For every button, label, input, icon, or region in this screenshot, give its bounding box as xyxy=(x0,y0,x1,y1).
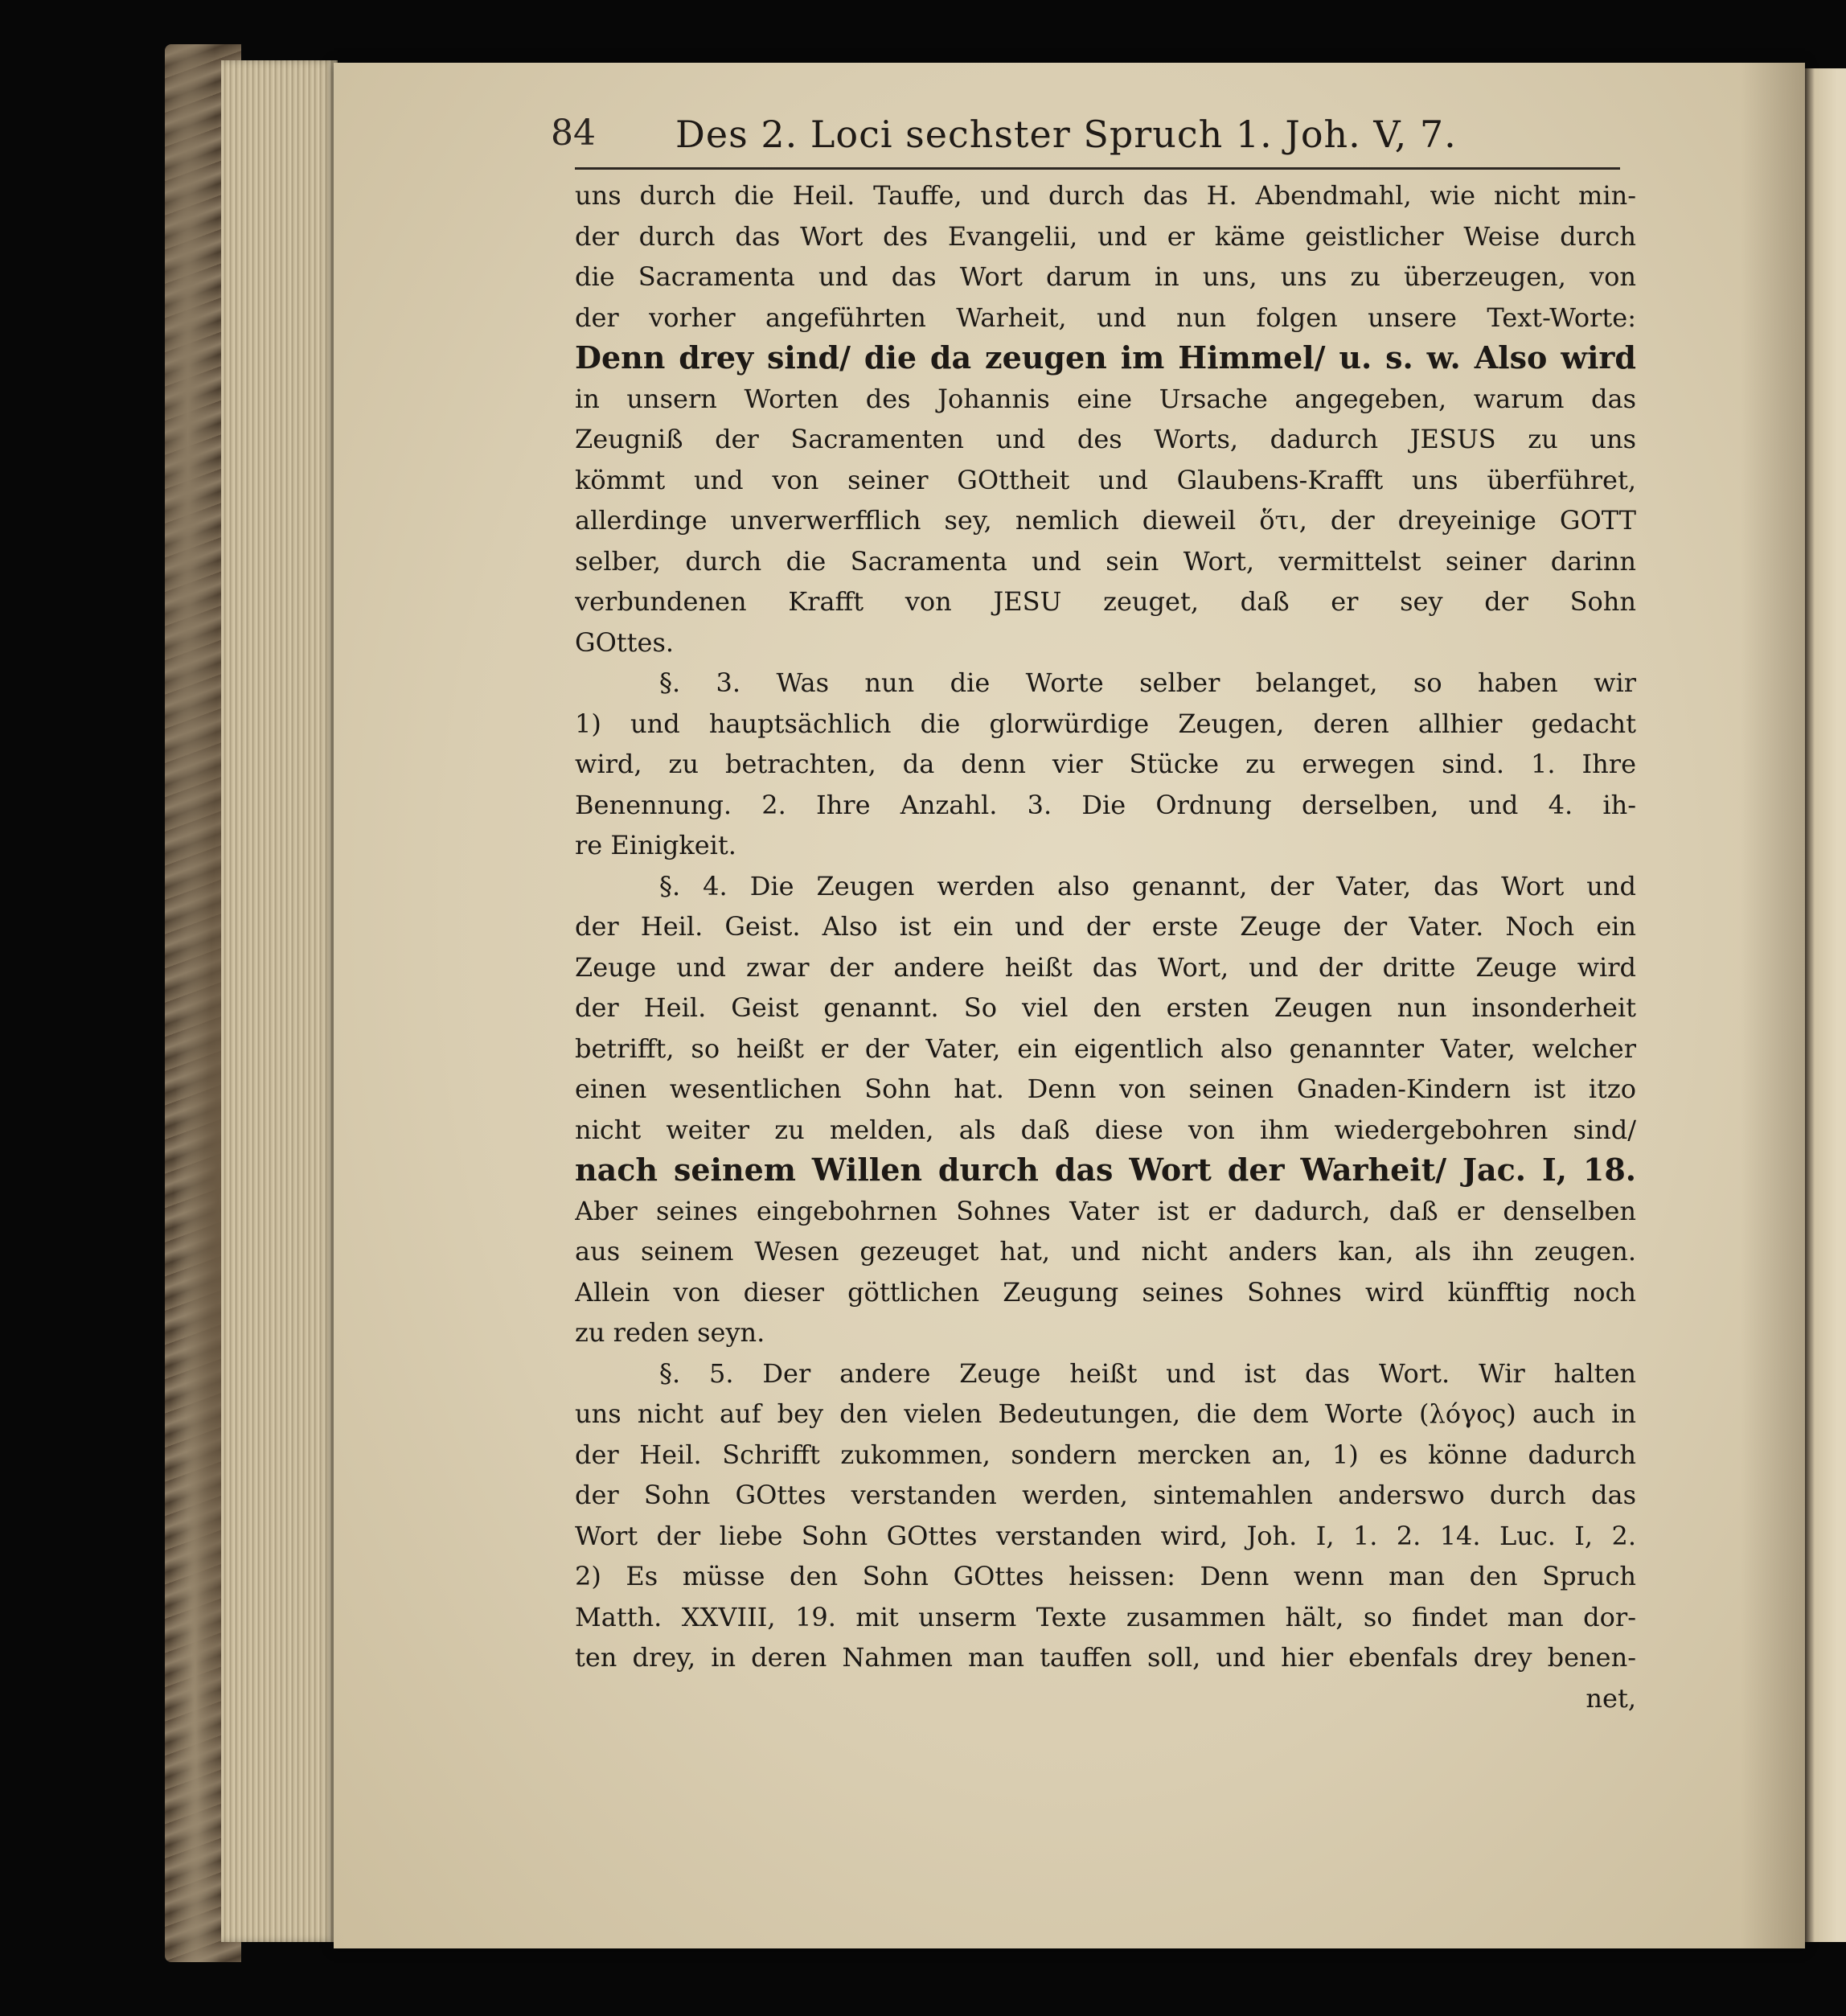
text-line: in unsern Worten des Johannis eine Ursache angegeben, warum das xyxy=(575,383,1636,414)
text-line: der vorher angeführten Warheit, und nun folgen unsere Text-Worte: xyxy=(575,302,1636,333)
text-line: der Sohn GOttes verstanden werden, sintemahlen anderswo durch das xyxy=(575,1480,1636,1510)
text-line: re Einigkeit. xyxy=(575,830,736,860)
facing-page-edge xyxy=(1805,68,1846,1942)
page-number: 84 xyxy=(551,113,596,154)
running-title: Des 2. Loci sechster Spruch 1. Joh. V, 7. xyxy=(675,113,1457,156)
text-line: ten drey, in deren Nahmen man tauffen soll, und hier ebenfals drey benen- xyxy=(575,1642,1636,1673)
text-line: §. 4. Die Zeugen werden also genannt, der Vater, das Wort und xyxy=(659,870,1636,901)
text-line: nach seinem Willen durch das Wort der Warheit/ Jac. I, 18. xyxy=(575,1152,1636,1188)
body-text xyxy=(575,175,1636,1718)
text-line: kömmt und von seiner GOttheit und Glaubens-Krafft uns überführet, xyxy=(575,464,1636,495)
text-line: zu reden seyn. xyxy=(575,1317,765,1348)
text-line: allerdinge unverwerfflich sey, nemlich dieweil ὅτι, der dreyeinige GOTT xyxy=(575,505,1636,536)
gutter-shadow xyxy=(1741,63,1805,1948)
page-header xyxy=(551,113,1620,164)
catchword: net, xyxy=(1586,1682,1636,1714)
text-line: §. 3. Was nun die Worte selber belanget, so haben wir xyxy=(659,667,1636,698)
text-line: 1) und hauptsächlich die glorwürdige Zeugen, deren allhier gedacht xyxy=(575,708,1636,739)
text-line: Matth. XXVIII, 19. mit unserm Texte zusammen hält, so findet man dor- xyxy=(575,1601,1636,1632)
text-line: Aber seines eingebohrnen Sohnes Vater ist er dadurch, daß er denselben xyxy=(575,1195,1636,1226)
text-line: Zeuge und zwar der andere heißt das Wort, und der dritte Zeuge wird xyxy=(575,951,1636,983)
text-line: Benennung. 2. Ihre Anzahl. 3. Die Ordnung derselben, und 4. ih- xyxy=(575,789,1636,820)
text-line: Wort der liebe Sohn GOttes verstanden wird, Joh. I, 1. 2. 14. Luc. I, 2. xyxy=(575,1520,1636,1551)
text-line: betrifft, so heißt er der Vater, ein eigentlich also genannter Vater, welcher xyxy=(575,1033,1636,1064)
text-line: 2) Es müsse den Sohn GOttes heissen: Denn wenn man den Spruch xyxy=(575,1561,1636,1591)
text-line: der Heil. Geist. Also ist ein und der erste Zeuge der Vater. Noch ein xyxy=(575,911,1636,942)
text-line: wird, zu betrachten, da denn vier Stücke zu erwegen sind. 1. Ihre xyxy=(575,749,1636,779)
text-line: §. 5. Der andere Zeuge heißt und ist das Wort. Wir halten xyxy=(659,1357,1636,1389)
text-line: verbundenen Krafft von JESU zeuget, daß er sey der Sohn xyxy=(575,586,1636,617)
text-line: Denn drey sind/ die da zeugen im Himmel/ u. s. w. Also wird xyxy=(575,339,1636,376)
text-line: uns durch die Heil. Tauffe, und durch das H. Abendmahl, wie nicht min- xyxy=(575,180,1636,211)
text-line: aus seinem Wesen gezeuget hat, und nicht anders kan, als ihn zeugen. xyxy=(575,1236,1636,1267)
text-line: nicht weiter zu melden, als daß diese von ihm wiedergebohren sind/ xyxy=(575,1114,1636,1145)
page-edges xyxy=(221,60,338,1942)
text-line: der durch das Wort des Evangelii, und er käme geistlicher Weise durch xyxy=(575,220,1636,252)
text-line: GOttes. xyxy=(575,626,675,658)
header-rule xyxy=(575,167,1620,170)
text-line: Zeugniß der Sacramenten und des Worts, dadurch JESUS zu uns xyxy=(575,424,1636,454)
text-line: der Heil. Geist genannt. So viel den ersten Zeugen nun insonderheit xyxy=(575,992,1636,1023)
text-line: der Heil. Schrifft zukommen, sondern mercken an, 1) es könne dadurch xyxy=(575,1439,1636,1470)
text-line: Allein von dieser göttlichen Zeugung seines Sohnes wird künfftig noch xyxy=(575,1276,1636,1308)
text-line: selber, durch die Sacramenta und sein Wort, vermittelst seiner darinn xyxy=(575,545,1636,577)
text-line: uns nicht auf bey den vielen Bedeutungen, die dem Worte (λόγος) auch in xyxy=(575,1398,1636,1429)
text-line: die Sacramenta und das Wort darum in uns, uns zu überzeugen, von xyxy=(575,261,1636,292)
text-line: einen wesentlichen Sohn hat. Denn von seinen Gnaden-Kindern ist itzo xyxy=(575,1074,1636,1104)
